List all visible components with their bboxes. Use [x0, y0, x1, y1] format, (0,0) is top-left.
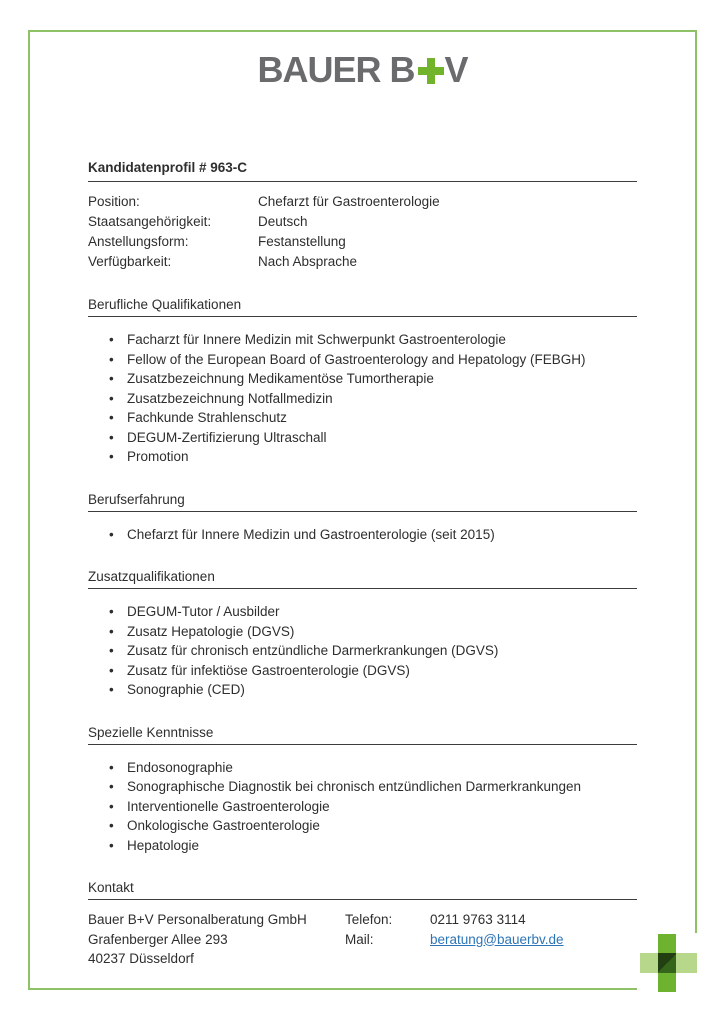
company-city: 40237 Düsseldorf [88, 951, 194, 966]
profile-fields [88, 192, 637, 272]
list-item: • Chefarzt für Innere Medizin und Gastroenterologie (seit 2015) [88, 525, 637, 545]
contact-grid [88, 910, 637, 969]
list-item: • Endosonographie [88, 758, 637, 778]
mail-label: Mail: [345, 931, 374, 947]
section-special-skills [88, 725, 637, 856]
section-heading: Kontakt [88, 880, 637, 900]
email-link[interactable]: beratung@bauerbv.de [430, 931, 564, 947]
cross-overlap [658, 953, 676, 973]
list-item: • Hepatologie [88, 836, 637, 856]
section-heading: Berufserfahrung [88, 492, 637, 512]
field-label: Verfügbarkeit: [88, 254, 172, 269]
list-item: • DEGUM-Tutor / Ausbilder [88, 602, 637, 622]
section-contact [88, 880, 637, 969]
list-item: • Fachkunde Strahlenschutz [88, 408, 637, 428]
list-item: • Zusatz für chronisch entzündliche Darmerkrankungen (DGVS) [88, 641, 637, 661]
field-row-position [88, 192, 637, 212]
company-name: Bauer B+V Personalberatung GmbH [88, 912, 307, 927]
field-row-nationality [88, 212, 637, 232]
phone-label: Telefon: [345, 912, 393, 927]
bullet-list [88, 330, 637, 467]
field-label: Position: [88, 194, 140, 209]
company-logo [88, 49, 637, 90]
field-row-employment-type [88, 232, 637, 252]
field-value: Chefarzt für Gastroenterologie [258, 194, 440, 209]
bullet-list [88, 602, 637, 700]
field-value: Festanstellung [258, 234, 346, 249]
field-label: Anstellungsform: [88, 234, 189, 249]
logo-plus-icon [418, 58, 444, 84]
green-cross-icon [640, 934, 700, 994]
logo-text-left: BAUER B [257, 49, 415, 90]
section-heading: Berufliche Qualifikationen [88, 297, 637, 317]
logo-text-right: V [444, 49, 468, 90]
section-heading: Zusatzqualifikationen [88, 569, 637, 589]
field-label: Staatsangehörigkeit: [88, 214, 212, 229]
field-value: Nach Absprache [258, 254, 358, 269]
list-item: • Zusatz Hepatologie (DGVS) [88, 622, 637, 642]
section-heading: Spezielle Kenntnisse [88, 725, 637, 745]
profile-title: Kandidatenprofil # 963-C [88, 160, 637, 182]
list-item: • Zusatz für infektiöse Gastroenterologie (DGVS) [88, 661, 637, 681]
document-content [88, 0, 637, 969]
list-item: • Interventionelle Gastroenterologie [88, 797, 637, 817]
list-item: • Sonographie (CED) [88, 680, 637, 700]
list-item: • Fellow of the European Board of Gastroenterology and Hepatology (FEBGH) [88, 350, 637, 370]
company-street: Grafenberger Allee 293 [88, 931, 228, 947]
section-additional-qualifications [88, 569, 637, 700]
bullet-list [88, 758, 637, 856]
field-value: Deutsch [258, 214, 308, 229]
list-item: • DEGUM-Zertifizierung Ultraschall [88, 428, 637, 448]
list-item: • Facharzt für Innere Medizin mit Schwerpunkt Gastroenterologie [88, 330, 637, 350]
list-item: • Zusatzbezeichnung Notfallmedizin [88, 389, 637, 409]
list-item: • Zusatzbezeichnung Medikamentöse Tumortherapie [88, 369, 637, 389]
phone-number: 0211 9763 3114 [430, 912, 526, 927]
list-item: • Promotion [88, 447, 637, 467]
section-work-experience [88, 492, 637, 545]
section-professional-qualifications [88, 297, 637, 467]
field-row-availability [88, 252, 637, 272]
list-item: • Onkologische Gastroenterologie [88, 816, 637, 836]
list-item: • Sonographische Diagnostik bei chronisch entzündlichen Darmerkrankungen [88, 777, 637, 797]
bullet-list [88, 525, 637, 545]
